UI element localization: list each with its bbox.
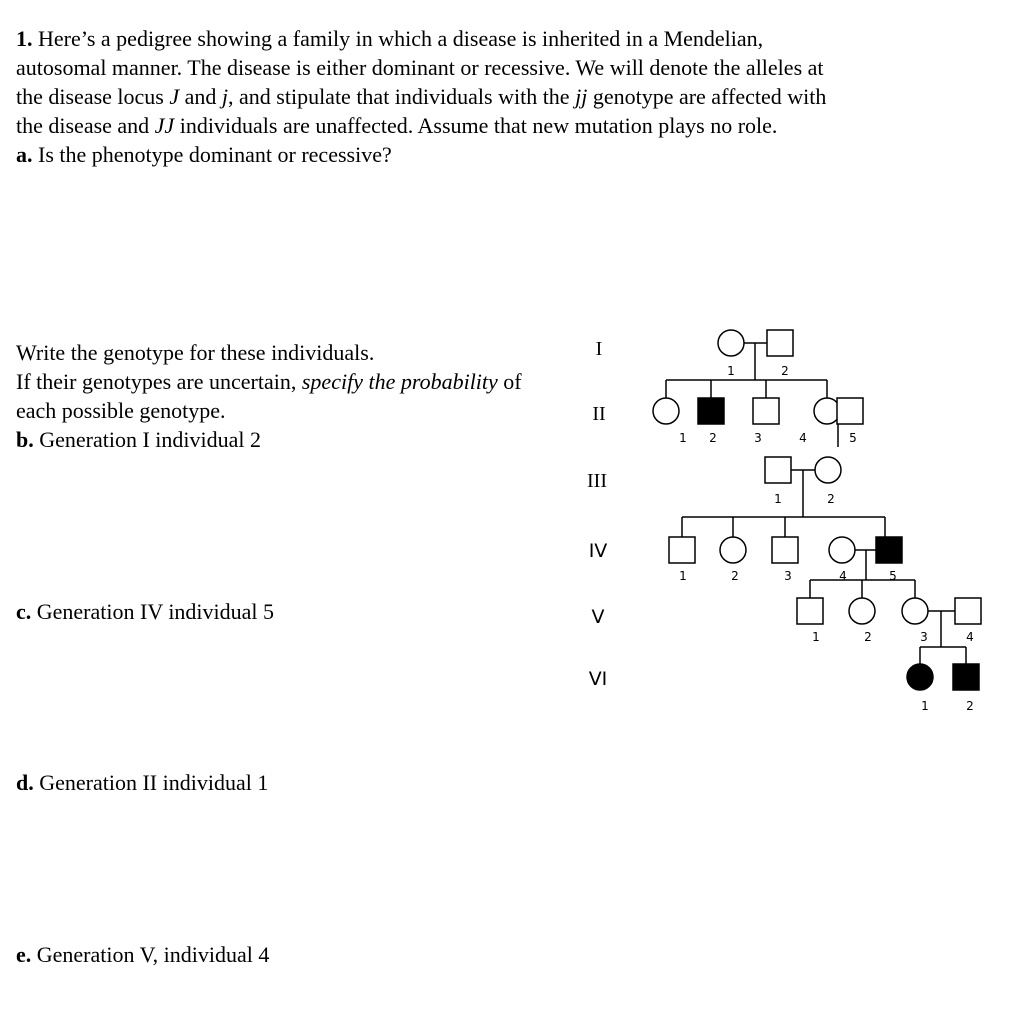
num-V-1: 1	[812, 630, 820, 644]
num-IV-3: 3	[784, 569, 792, 583]
num-IV-2: 2	[731, 569, 739, 583]
num-II-1: 1	[679, 431, 687, 445]
gen-label-I: I	[595, 338, 603, 360]
part-a: a. Is the phenotype dominant or recessive?	[16, 142, 392, 167]
instructions-line-2: If their genotypes are uncertain, specify the probability of	[16, 369, 522, 394]
num-II-5: 5	[849, 431, 857, 445]
pedigree-chart	[560, 320, 1000, 720]
gen-label-II: II	[592, 403, 606, 425]
genotype-instructions	[16, 338, 522, 454]
num-I-1: 1	[727, 364, 735, 378]
num-II-3: 3	[754, 431, 762, 445]
question-1-line-4: the disease and JJ individuals are unaffected. Assume that new mutation plays no role.	[16, 113, 778, 138]
num-II-2: 2	[709, 431, 717, 445]
I-1-female-unaffected	[718, 330, 744, 356]
II-5-male-unaffected	[837, 398, 863, 424]
question-1-line-2: autosomal manner. The disease is either dominant or recessive. We will denote the alleles at	[16, 55, 824, 80]
VI-2-male-affected	[953, 664, 979, 690]
num-IV-4: 4	[839, 569, 847, 583]
num-VI-1: 1	[921, 699, 929, 713]
instructions-line-3: each possible genotype.	[16, 398, 226, 423]
num-III-2: 2	[827, 492, 835, 506]
II-4-female-unaffected	[814, 398, 840, 424]
gen-label-VI: VI	[588, 668, 608, 690]
III-1-male-unaffected	[765, 457, 791, 483]
V-3-female-unaffected	[902, 598, 928, 624]
V-4-male-unaffected	[955, 598, 981, 624]
generation-labels-sans	[589, 540, 608, 690]
generation-labels	[587, 338, 607, 492]
gen-label-III: III	[587, 470, 607, 492]
IV-2-female-unaffected	[720, 537, 746, 563]
gen-label-IV: IV	[588, 540, 608, 562]
num-IV-1: 1	[679, 569, 687, 583]
question-1-line-3: the disease locus J and j, and stipulate that individuals with the jj genotype are affected with	[16, 84, 827, 109]
part-c: c. Generation IV individual 5	[16, 599, 275, 624]
II-1-female-unaffected	[653, 398, 679, 424]
num-V-4: 4	[966, 630, 974, 644]
num-III-1: 1	[774, 492, 782, 506]
IV-4-female-unaffected	[829, 537, 855, 563]
gen-label-V: V	[591, 606, 605, 628]
pedigree-connector-lines	[682, 411, 966, 664]
VI-1-female-affected	[907, 664, 933, 690]
question-1-block	[16, 24, 826, 169]
I-2-male-unaffected	[767, 330, 793, 356]
question-number: 1.	[16, 26, 33, 51]
num-I-2: 2	[781, 364, 789, 378]
part-b: b. Generation I individual 2	[16, 427, 262, 452]
III-2-female-unaffected	[815, 457, 841, 483]
question-1-line-1: 1. Here’s a pedigree showing a family in which a disease is inherited in a Mendelian,	[16, 26, 764, 51]
num-IV-5: 5	[889, 569, 897, 583]
IV-5-male-affected	[876, 537, 902, 563]
num-V-2: 2	[864, 630, 872, 644]
IV-3-male-unaffected	[772, 537, 798, 563]
II-2-male-affected	[698, 398, 724, 424]
V-2-female-unaffected	[849, 598, 875, 624]
num-V-3: 3	[920, 630, 928, 644]
II-3-male-unaffected	[753, 398, 779, 424]
part-d: d. Generation II individual 1	[16, 770, 269, 795]
IV-1-male-unaffected	[669, 537, 695, 563]
part-e: e. Generation V, individual 4	[16, 942, 270, 967]
num-II-4: 4	[799, 431, 807, 445]
V-1-male-unaffected	[797, 598, 823, 624]
instructions-line-1: Write the genotype for these individuals.	[16, 340, 375, 365]
num-VI-2: 2	[966, 699, 974, 713]
